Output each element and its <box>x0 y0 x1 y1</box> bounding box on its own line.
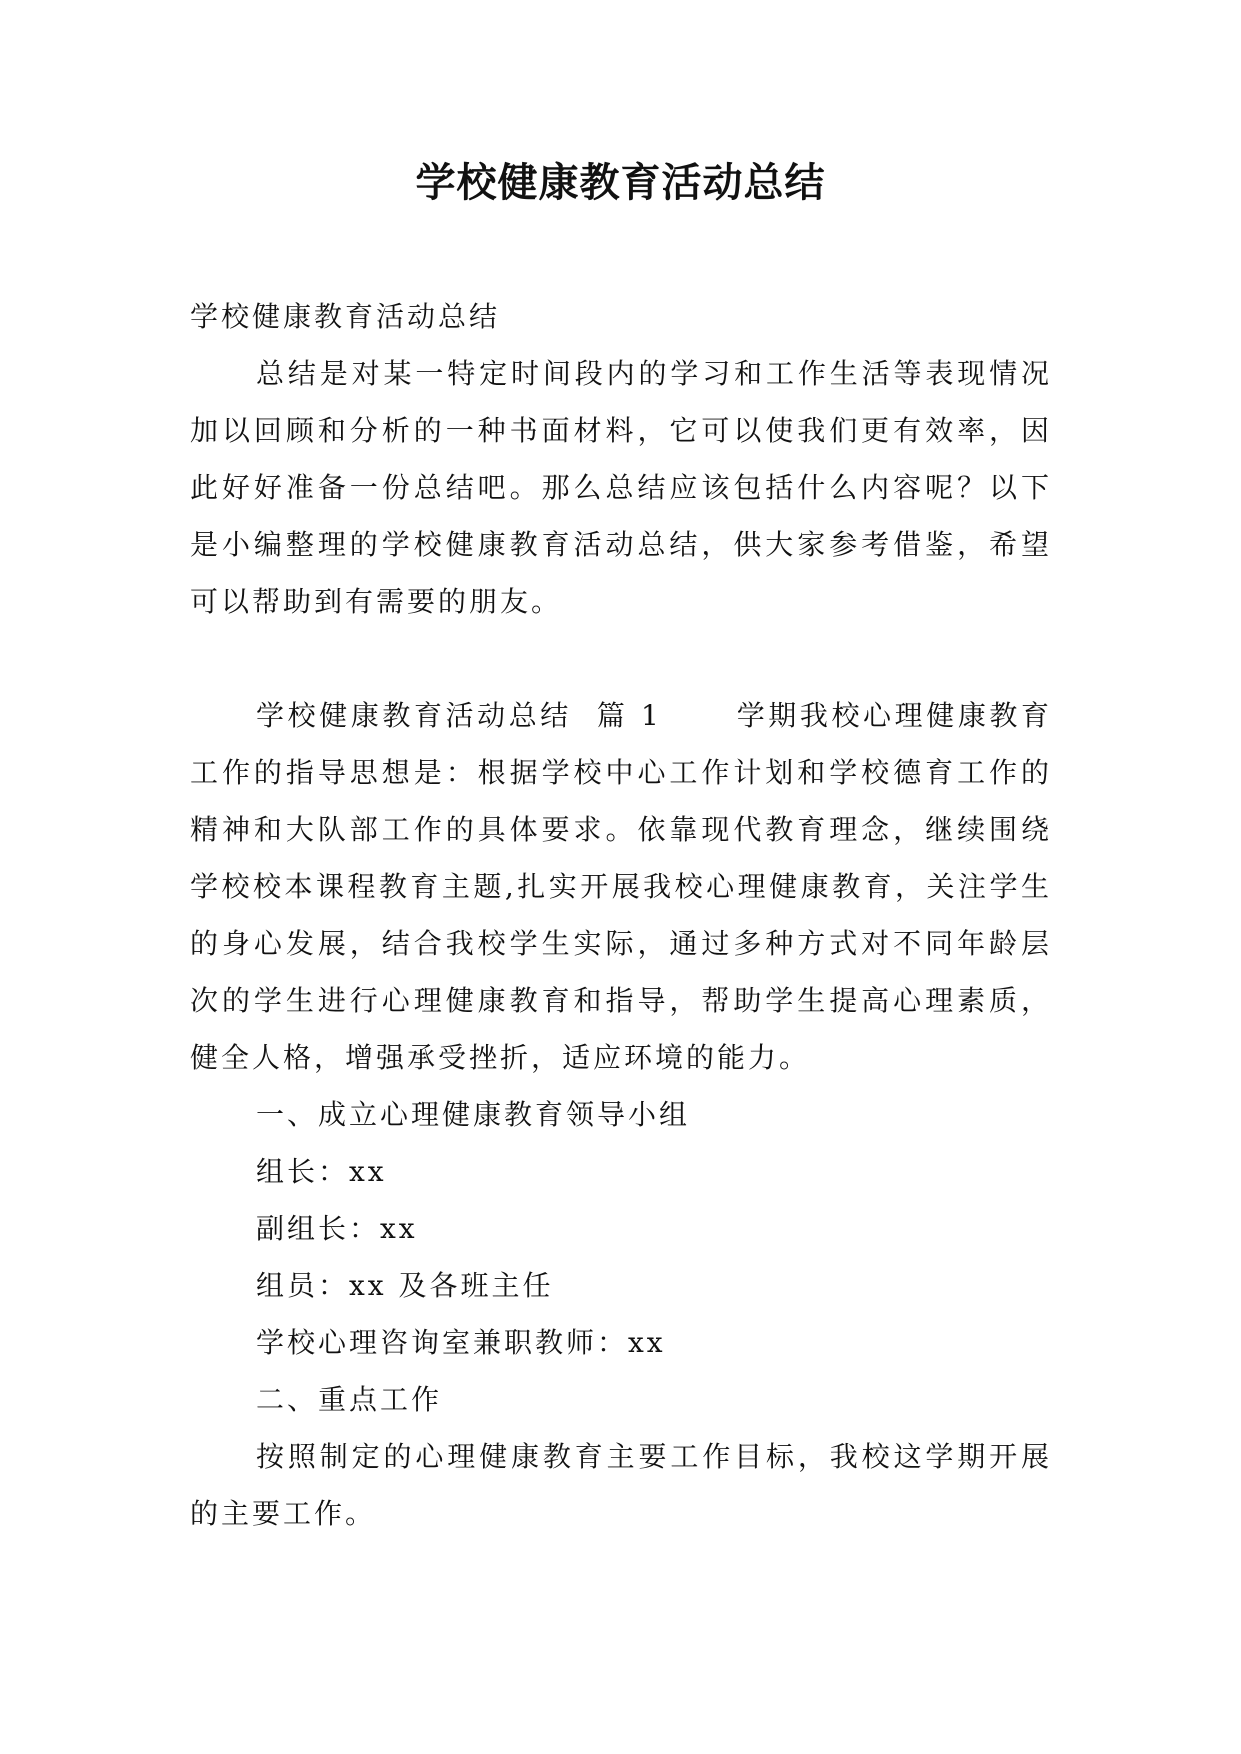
document-body <box>190 288 1052 1542</box>
section-one-paragraph: 学校健康教育活动总结 篇 1 学期我校心理健康教育工作的指导思想是：根据学校中心工作计划和学校德育工作的精神和大队部工作的具体要求。依靠现代教育理念，继续围绕学校校本课程教育主题,扎实开展我校心理健康教育，关注学生的身心发展，结合我校学生实际，通过多种方式对不同年龄层次的学生进行心理健康教育和指导，帮助学生提高心理素质，健全人格，增强承受挫折，适应环境的能力。 <box>190 699 1052 1074</box>
vice-leader-line: 副组长：xx <box>256 1212 418 1245</box>
heading-key-work: 二、重点工作 <box>256 1383 443 1416</box>
group-leader-line: 组长：xx <box>256 1155 387 1188</box>
paragraph-spacer <box>190 630 1052 687</box>
intro-paragraph: 总结是对某一特定时间段内的学习和工作生活等表现情况加以回顾和分析的一种书面材料，它可以使我们更有效率，因此好好准备一份总结吧。那么总结应该包括什么内容呢？以下是小编整理的学校健康教育活动总结，供大家参考借鉴，希望可以帮助到有需要的朋友。 <box>190 357 1052 618</box>
members-line: 组员：xx 及各班主任 <box>256 1269 554 1302</box>
document-title: 学校健康教育活动总结 <box>415 160 826 206</box>
key-work-paragraph: 按照制定的心理健康教育主要工作目标，我校这学期开展的主要工作。 <box>190 1440 1052 1530</box>
document-subtitle: 学校健康教育活动总结 <box>190 300 501 333</box>
counselor-line: 学校心理咨询室兼职教师：xx <box>256 1326 666 1359</box>
heading-leadership-group: 一、成立心理健康教育领导小组 <box>256 1098 691 1131</box>
